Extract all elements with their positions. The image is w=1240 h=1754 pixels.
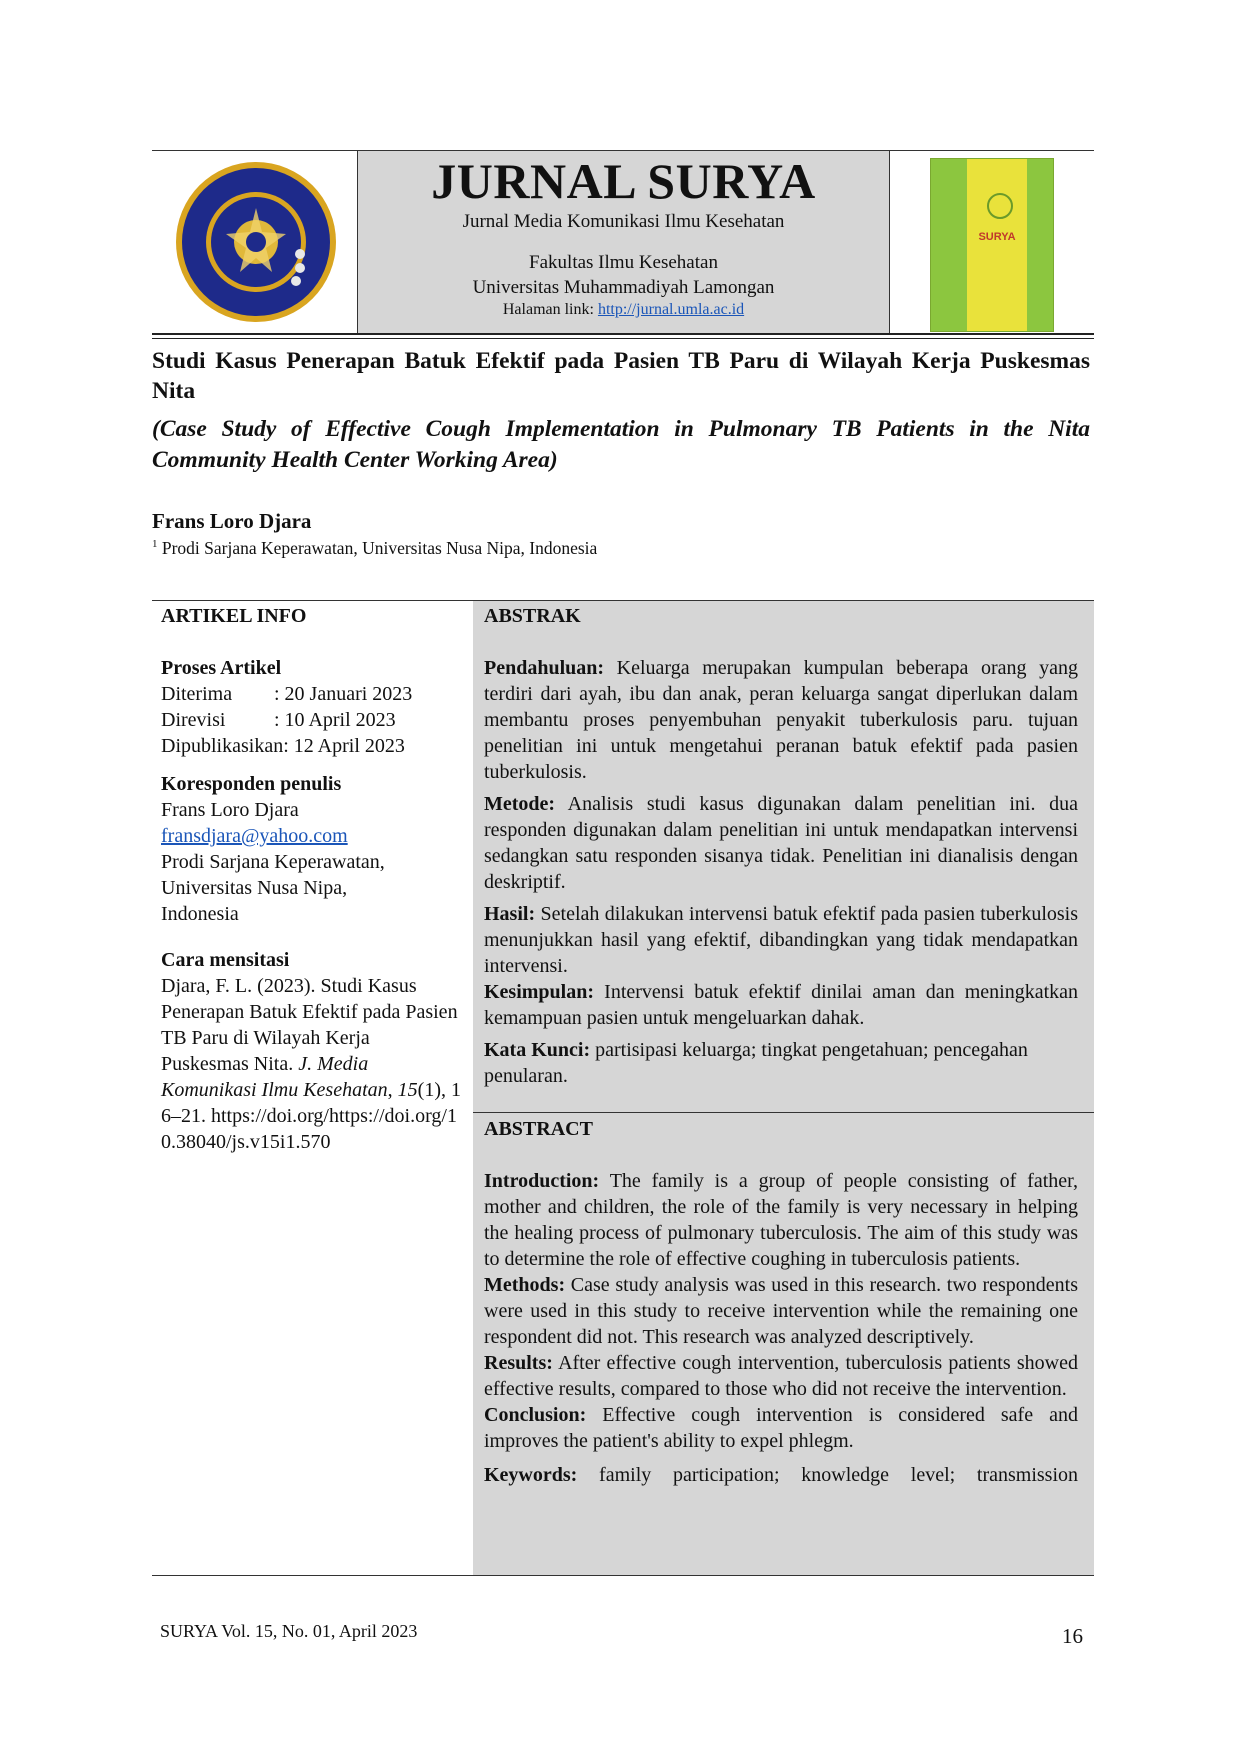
citation-body: Djara, F. L. (2023). Studi Kasus Penerapan Batuk Efektif pada Pasien TB Paru di Wilayah Kerja Puskesmas Nita.: [161, 975, 458, 1075]
citation-pages: (1), 16–21.: [161, 1079, 461, 1127]
abstrak-heading: ABSTRAK: [484, 605, 581, 627]
journal-header: [357, 151, 890, 333]
header-bottom-rule: [152, 333, 1094, 335]
cover-band: [967, 159, 1027, 331]
journal-link-line: [358, 300, 889, 320]
abstract-divider: [473, 1112, 1094, 1113]
abstrak-keywords: [484, 1037, 1078, 1089]
abstrak-result: [484, 901, 1078, 979]
abstrak-result-label: Hasil:: [484, 903, 536, 925]
citation-journal: J. Media Komunikasi Ilmu Kesehatan: [161, 1053, 388, 1101]
author-name: Frans Loro Djara: [152, 509, 312, 533]
abstrak-method-label: Metode:: [484, 793, 556, 815]
abstract-intro-label: Introduction:: [484, 1170, 600, 1192]
journal-cover-image: [930, 158, 1054, 332]
author-affiliation: [152, 538, 597, 559]
journal-subtitle: Jurnal Media Komunikasi Ilmu Kesehatan: [462, 211, 785, 232]
received-label: Diterima: [161, 683, 233, 705]
correspondent-email-link[interactable]: fransdjara@yahoo.com: [161, 825, 348, 847]
abstract-result-label: Results:: [484, 1352, 553, 1374]
published-date: Dipublikasikan: 12 April 2023: [161, 735, 405, 757]
abstract-result-text: After effective cough intervention, tuberculosis patients showed effective results, compared to those who did not receive the intervention.: [484, 1352, 1078, 1400]
article-process-heading: Proses Artikel: [161, 657, 282, 679]
abstrak-method: [484, 791, 1078, 895]
citation-volume: 15: [397, 1079, 418, 1101]
cover-emblem-icon: [987, 193, 1013, 219]
article-info: [161, 603, 461, 1155]
correspondent-affiliation: Prodi Sarjana Keperawatan, Universitas Nusa Nipa, Indonesia: [161, 851, 385, 925]
abstrak-introduction: [484, 655, 1078, 785]
abstract-kw-text: family participation; knowledge level; transmission: [599, 1464, 1079, 1486]
abstract-conclusion: [484, 1402, 1078, 1454]
abstrak-section: [484, 603, 1078, 1089]
abstract-methods: [484, 1272, 1078, 1350]
citation-doi: https://doi.org/https://doi.org/10.38040/js.v15i1.570: [161, 1105, 457, 1153]
abstrak-intro-label: Pendahuluan:: [484, 657, 605, 679]
abstract-introduction: [484, 1168, 1078, 1272]
header-bottom-rule-thin: [152, 338, 1094, 339]
affiliation-number: 1: [152, 538, 158, 551]
revised-row: [161, 707, 461, 733]
abstrak-intro-text: Keluarga merupakan kumpulan beberapa orang yang terdiri dari ayah, ibu dan anak, peran keluarga sangat diperlukan dalam membantu proses penyembuhan penyakit tuberkulosis paru. tujuan penelitian ini untuk mengetahui peranan batuk efektif pada pasien tuberkulosis.: [484, 657, 1079, 783]
abstract-kw-label: Keywords:: [484, 1464, 578, 1486]
abstrak-result-text: Setelah dilakukan intervensi batuk efektif pada pasien tuberkulosis menunjukkan hasil yang efektif, dibandingkan yang tidak mendapatkan intervensi.: [484, 903, 1079, 977]
faculty-name: Fakultas Ilmu Kesehatan: [529, 252, 718, 273]
received-row: [161, 681, 461, 707]
link-label: Halaman link:: [502, 301, 598, 318]
correspondence-heading: Koresponden penulis: [161, 773, 342, 795]
received-value: : 20 Januari 2023: [274, 683, 413, 705]
abstract-method-text: Case study analysis was used in this research. two respondents were used in this study to receive intervention while the remaining one respondent did not. This research was analyzed descriptively.: [484, 1274, 1078, 1348]
abstract-method-label: Methods:: [484, 1274, 566, 1296]
correspondent-name: Frans Loro Djara: [161, 799, 299, 821]
info-box-top-rule: [152, 600, 1094, 601]
revised-value: : 10 April 2023: [274, 709, 396, 731]
journal-link[interactable]: http://jurnal.umla.ac.id: [597, 301, 745, 318]
revised-label: Direvisi: [161, 709, 226, 731]
abstrak-method-text: Analisis studi kasus digunakan dalam penelitian ini. dua responden digunakan dalam penelitian ini untuk mendapatkan intervensi sedangkan satu responden sisanya tidak. Penelitian ini dianalisis dengan deskriptif.: [484, 793, 1079, 893]
abstrak-kw-text: partisipasi keluarga; tingkat pengetahuan; pencegahan penularan.: [484, 1039, 1028, 1087]
abstrak-concl-text: Intervensi batuk efektif dinilai aman dan meningkatkan kemampuan pasien untuk mengeluarkan dahak.: [484, 981, 1079, 1029]
abstrak-kw-label: Kata Kunci:: [484, 1039, 591, 1061]
abstract-results: [484, 1350, 1078, 1402]
article-title-english: (Case Study of Effective Cough Implementation in Pulmonary TB Patients in the Nita Community Health Center Working Area): [152, 416, 1090, 473]
article-title: Studi Kasus Penerapan Batuk Efektif pada Pasien TB Paru di Wilayah Kerja Puskesmas Nita: [152, 348, 1090, 404]
abstrak-concl-label: Kesimpulan:: [484, 981, 595, 1003]
cover-title: SURYA: [978, 231, 1016, 243]
footer-issue: SURYA Vol. 15, No. 01, April 2023: [160, 1621, 418, 1641]
abstract-concl-label: Conclusion:: [484, 1404, 587, 1426]
citation-text: Djara, F. L. (2023). Studi Kasus Penerapan Batuk Efektif pada Pasien TB Paru di Wilayah Kerja Puskesmas Nita. J. Media Komunikasi Ilmu Kesehatan, 15(1), 16–21. https://doi.org/https://doi.org/10.38040/js.v15i1.570: [161, 975, 461, 1153]
info-box-bottom-rule: [152, 1575, 1094, 1576]
abstract-section: [484, 1116, 1078, 1488]
abstract-concl-text: Effective cough intervention is considered safe and improves the patient's ability to expel phlegm.: [484, 1404, 1079, 1452]
university-name: Universitas Muhammadiyah Lamongan: [472, 277, 775, 298]
abstract-intro-text: The family is a group of people consisting of father, mother and children, the role of the family is very necessary in helping the healing process of pulmonary tuberculosis. The aim of this study was to determine the role of effective coughing in tuberculosis patients.: [484, 1170, 1078, 1270]
article-info-heading: ARTIKEL INFO: [161, 605, 307, 627]
abstract-heading: ABSTRACT: [484, 1118, 593, 1140]
citation-heading: Cara mensitasi: [161, 949, 290, 971]
abstract-keywords: [484, 1462, 1078, 1488]
journal-title: JURNAL SURYA: [431, 153, 816, 209]
affiliation-text: Prodi Sarjana Keperawatan, Universitas Nusa Nipa, Indonesia: [161, 538, 598, 558]
abstrak-conclusion: [484, 979, 1078, 1031]
page-number: 16: [1062, 1624, 1083, 1648]
university-logo: [172, 158, 340, 326]
